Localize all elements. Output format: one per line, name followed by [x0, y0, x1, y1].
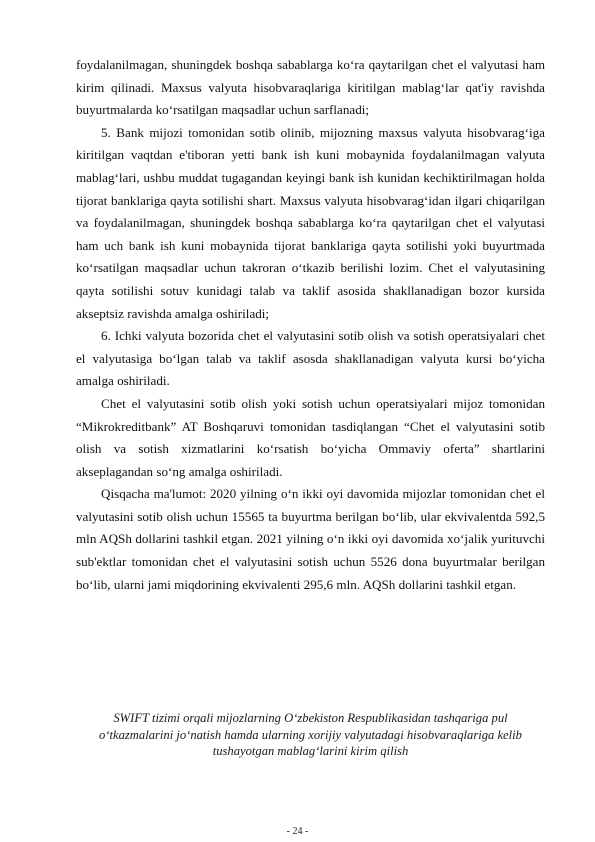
- paragraph-2: 5. Bank mijozi tomonidan sotib olinib, mijozning maxsus valyuta hisobvarag‘iga kiritilgan vaqtdan e'tiboran yetti bank ish kuni mobaynida foydalanilmagan valyuta mablag‘lari, ushbu muddat tugagandan keyingi bank ish kunidan kechiktirilmagan holda tijorat banklariga qayta sotilishi shart. Maxsus valyuta hisobvarag‘idan ilgari chiqarilgan va foydalanilmagan, shuningdek boshqa sabablarga ko‘ra qaytarilgan chet el valyutasi ham uch bank ish kuni mobaynida tijorat banklariga qayta sotilishi yoki buyurtmada ko‘rsatilgan maqsadlar uchun takroran o‘tkazib berilishi lozim. Chet el valyutasining qayta sotilishi sotuv kunidagi talab va taklif asosida shakllanadigan bozor kursida akseptsiz ravishda amalga oshiriladi;: [76, 124, 545, 321]
- section-heading: SWIFT tizimi orqali mijozlarning O‘zbekiston Respublikasidan tashqariga pul o‘tkazmalarini jo‘natish hamda ularning xorijiy valyutadagi hisobvaraqlariga kelib tushayotgan mablag‘larini kirim qilish: [99, 711, 522, 758]
- page-number: - 24 -: [286, 826, 309, 837]
- paragraph-4: Chet el valyutasini sotib olish yoki sotish uchun operatsiyalari mijoz tomonidan “Mikrokreditbank” AT Boshqaruvi tomonidan tasdiqlangan “Chet el valyutasini sotib olish va sotish xizmatlarini ko‘rsatish bo‘yicha Ommaviy oferta” shartlarini akseplagandan so‘ng amalga oshiriladi.: [76, 395, 545, 479]
- paragraph-5: Qisqacha ma'lumot: 2020 yilning o‘n ikki oyi davomida mijozlar tomonidan chet el valyutasini sotib olish uchun 15565 ta buyurtma berilgan bo‘lib, ular ekvivalentda 592,5 mln AQSh dollarini tashkil etgan. 2021 yilning o‘n ikki oyi davomida xo‘jalik yurituvchi sub'ektlar tomonidan chet el valyutasini sotish uchun 5526 dona buyurtmalar berilgan bo‘lib, ularni jami miqdorining ekvivalenti 295,6 mln. AQSh dollarini tashkil etgan.: [76, 486, 545, 592]
- paragraph-1: foydalanilmagan, shuningdek boshqa sabablarga ko‘ra qaytarilgan chet el valyutasi ham kirim qilinadi. Maxsus valyuta hisobvaraqlariga kiritilgan mablag‘lar qat'iy ravishda buyurtmalarda ko‘rsatilgan maqsadlar uchun sarflanadi;: [76, 57, 545, 118]
- body-text: [76, 54, 545, 596]
- paragraph-3: 6. Ichki valyuta bozorida chet el valyutasini sotib olish va sotish operatsiyalari chet el valyutasiga bo‘lgan talab va taklif asosda shakllanadigan valyuta kursi bo‘yicha amalga oshiriladi.: [76, 328, 545, 389]
